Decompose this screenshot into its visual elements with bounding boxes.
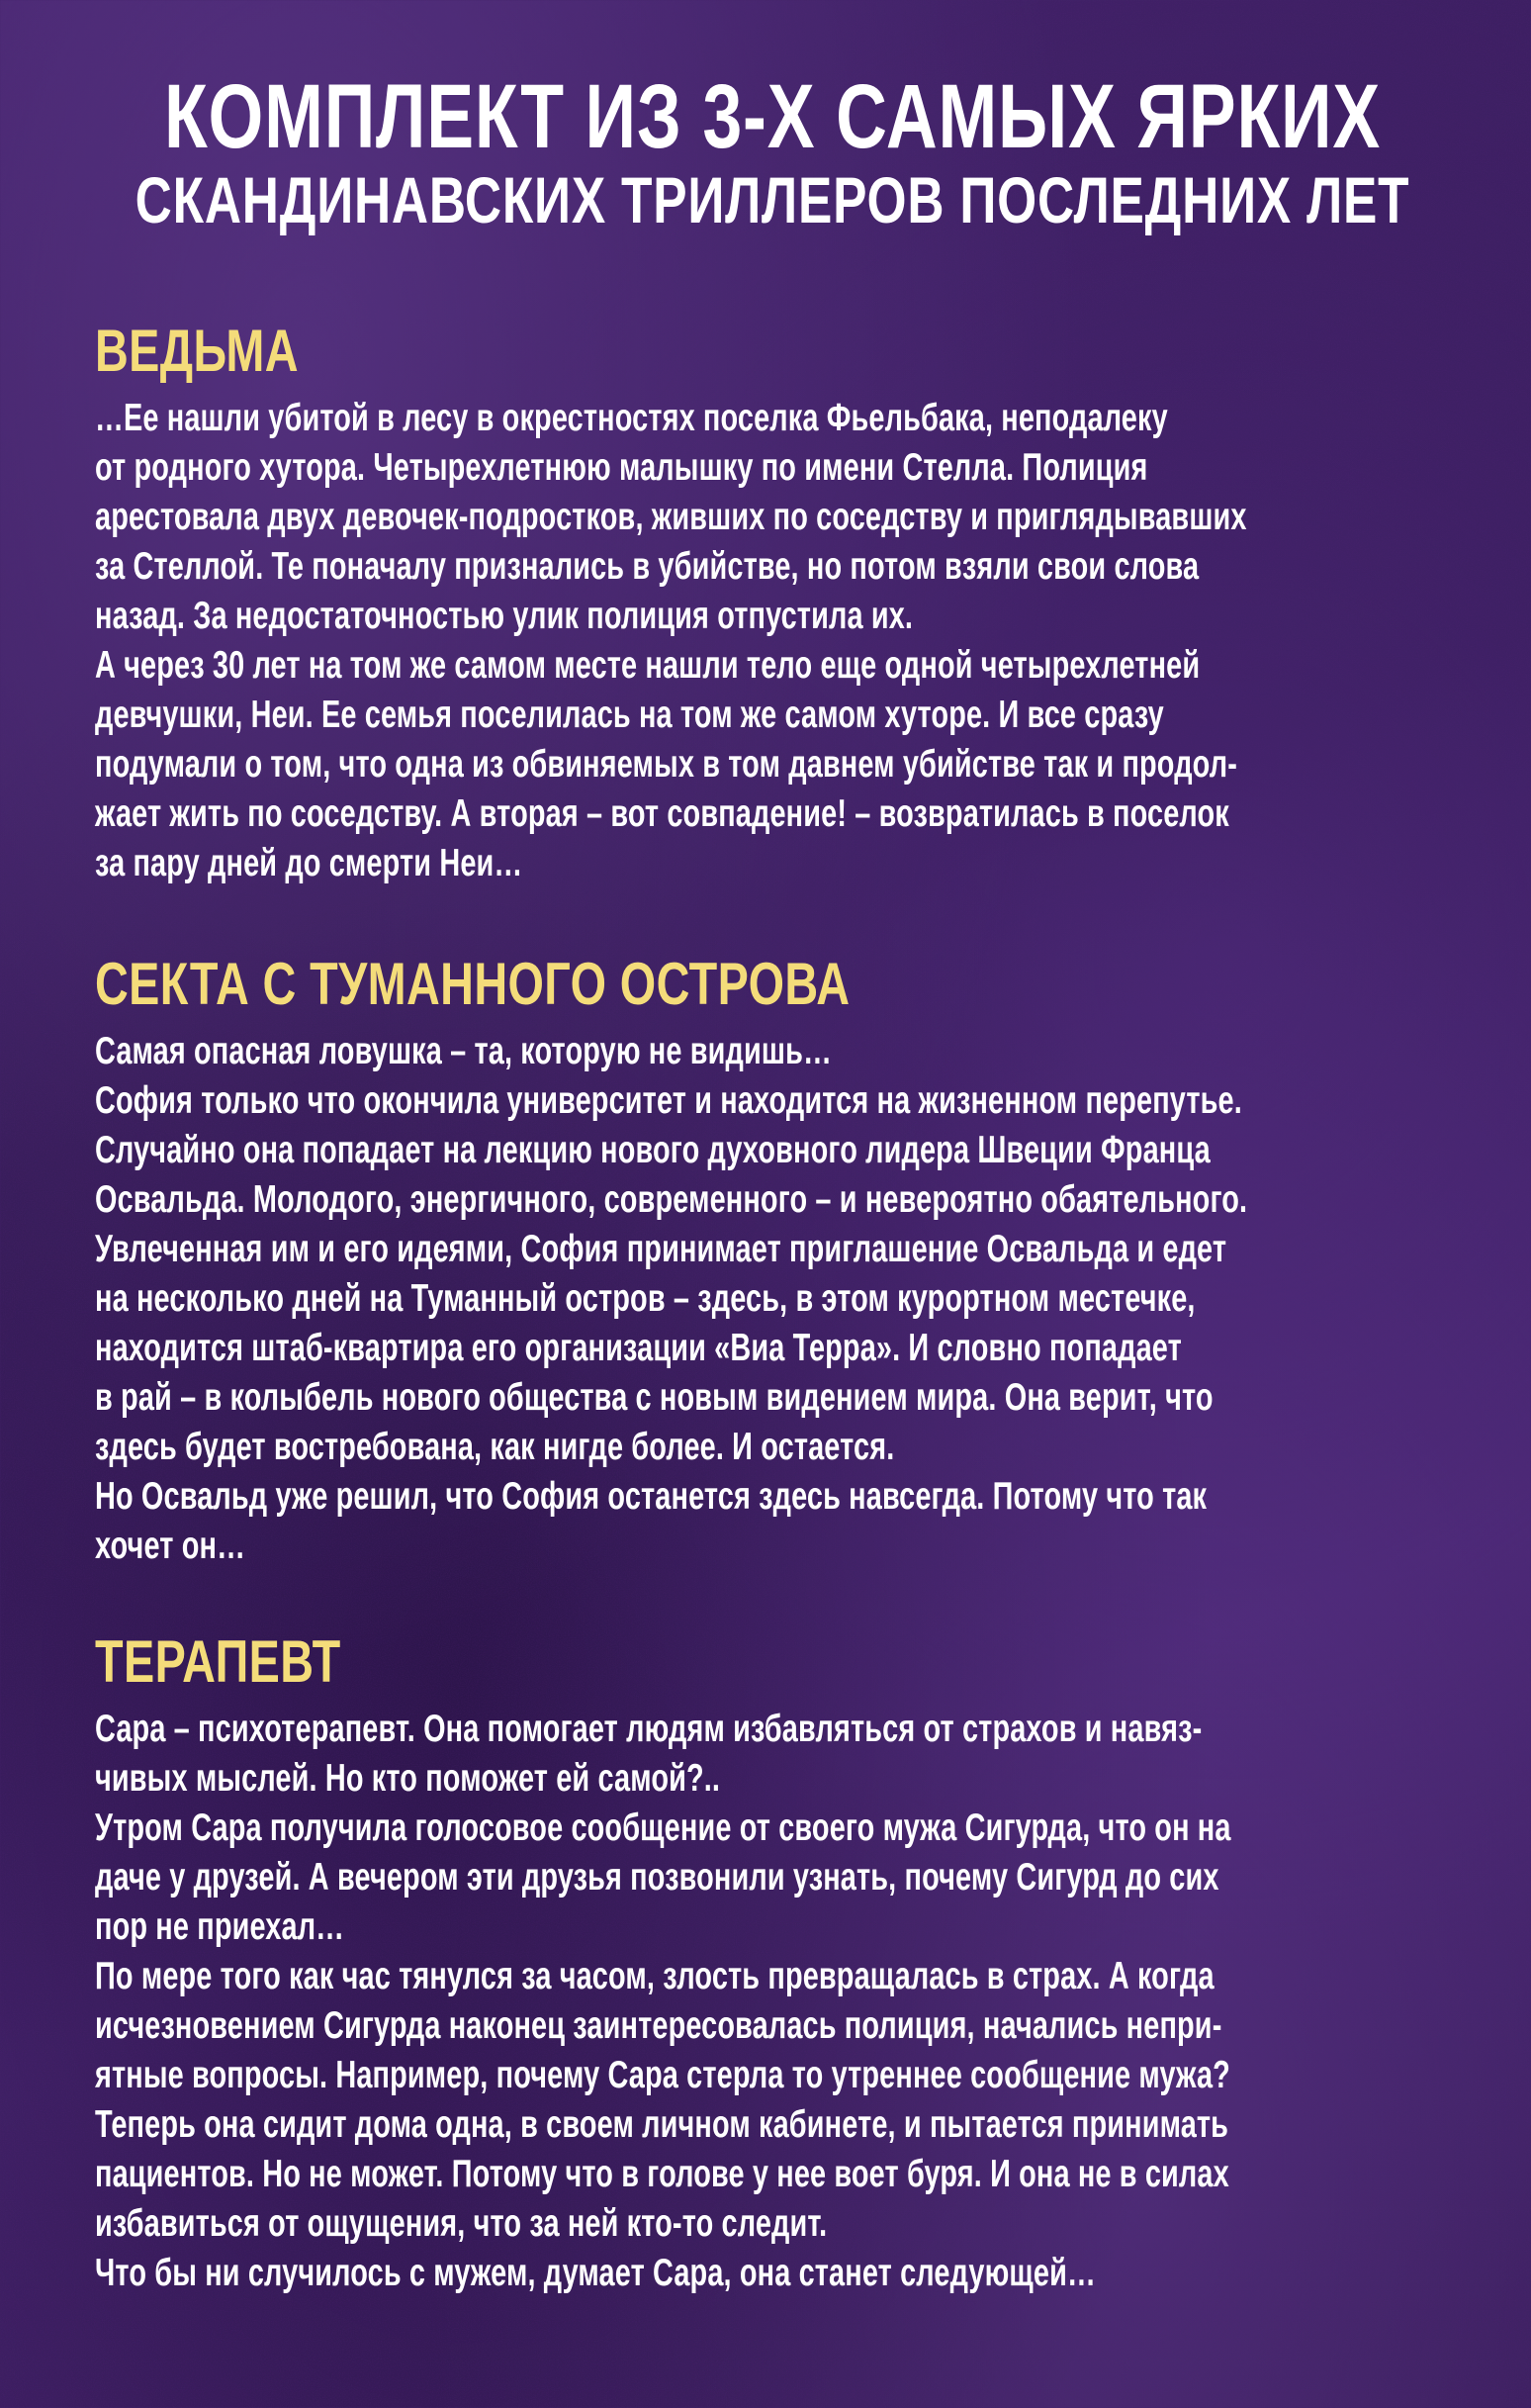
description-line: исчезновением Сигурда наконец заинтересовалась полиция, начались непри- xyxy=(95,2004,1222,2047)
book-section-witch xyxy=(95,317,1531,888)
description-line: Самая опасная ловушка – та, которую не видишь… xyxy=(95,1030,832,1072)
description-line: хочет он… xyxy=(95,1525,246,1567)
description-line: в рай – в колыбель нового общества с новым видением мира. Она верит, что xyxy=(95,1376,1214,1419)
description-line: на несколько дней на Туманный остров – здесь, в этом курортном местечке, xyxy=(95,1277,1196,1320)
description-line: даче у друзей. А вечером эти друзья позвонили узнать, почему Сигурд до сих xyxy=(95,1856,1219,1899)
description-line: назад. За недостаточностью улик полиция отпустила их. xyxy=(95,595,914,637)
book-section-therapist xyxy=(95,1627,1531,2298)
main-headline xyxy=(135,66,1410,236)
section-description xyxy=(95,1705,1231,2298)
section-description xyxy=(95,1027,1247,1571)
description-line: Но Освальд уже решил, что София останется здесь навсегда. Потому что так xyxy=(95,1475,1208,1518)
description-line: чивых мыслей. Но кто поможет ей самой?.. xyxy=(95,1757,721,1800)
book-section-cult xyxy=(95,950,1531,1571)
headline-line-2: СКАНДИНАВСКИХ ТРИЛЛЕРОВ ПОСЛЕДНИХ ЛЕТ xyxy=(135,163,1410,236)
description-line: находится штаб-квартира его организации «Виа Терра». И словно попадает xyxy=(95,1327,1182,1369)
description-line: за пару дней до смерти Неи… xyxy=(95,842,523,884)
description-line: девчушки, Неи. Ее семья поселилась на том же самом хуторе. И все сразу xyxy=(95,694,1164,736)
description-line: жает жить по соседству. А вторая – вот совпадение! – возвратилась в поселок xyxy=(95,792,1229,835)
description-line: избавиться от ощущения, что за ней кто-то следит. xyxy=(95,2202,828,2245)
section-title: СЕКТА С ТУМАННОГО ОСТРОВА xyxy=(95,951,851,1017)
description-line: Что бы ни случилось с мужем, думает Сара, она станет следующей… xyxy=(95,2252,1097,2294)
description-line: арестовала двух девочек-подростков, живших по соседству и приглядывавших xyxy=(95,496,1247,538)
description-line: от родного хутора. Четырехлетнюю малышку по имени Стелла. Полиция xyxy=(95,446,1148,489)
description-line: Увлеченная им и его идеями, София принимает приглашение Освальда и едет xyxy=(95,1228,1227,1270)
description-line: пациентов. Но не может. Потому что в голове у нее воет буря. И она не в силах xyxy=(95,2153,1229,2195)
section-title: ТЕРАПЕВТ xyxy=(95,1628,341,1695)
description-line: ятные вопросы. Например, почему Сара стерла то утреннее сообщение мужа? xyxy=(95,2054,1230,2096)
section-title: ВЕДЬМА xyxy=(95,318,299,384)
headline-line-1: КОМПЛЕКТ ИЗ 3-Х САМЫХ ЯРКИХ xyxy=(163,66,1382,167)
description-line: Утром Сара получила голосовое сообщение от своего мужа Сигурда, что он на xyxy=(95,1806,1231,1849)
description-line: пор не приехал… xyxy=(95,1905,345,1948)
description-line: за Стеллой. Те поначалу признались в убийстве, но потом взяли свои слова xyxy=(95,545,1200,588)
description-line: София только что окончила университет и находится на жизненном перепутье. xyxy=(95,1079,1242,1122)
description-line: …Ее нашли убитой в лесу в окрестностях поселка Фьельбака, неподалеку xyxy=(95,397,1168,439)
description-line: Теперь она сидит дома одна, в своем личном кабинете, и пытается принимать xyxy=(95,2103,1229,2146)
description-line: здесь будет востребована, как нигде более. И остается. xyxy=(95,1426,895,1468)
section-description xyxy=(95,394,1247,888)
description-line: подумали о том, что одна из обвиняемых в том давнем убийстве так и продол- xyxy=(95,743,1237,786)
description-line: А через 30 лет на том же самом месте нашли тело еще одной четырехлетней xyxy=(95,644,1201,687)
description-line: Случайно она попадает на лекцию нового духовного лидера Швеции Франца xyxy=(95,1129,1211,1171)
description-line: Сара – психотерапевт. Она помогает людям избавляться от страхов и навяз- xyxy=(95,1708,1203,1750)
description-line: По мере того как час тянулся за часом, злость превращалась в страх. А когда xyxy=(95,1955,1215,1997)
description-line: Освальда. Молодого, энергичного, современного – и невероятно обаятельного. xyxy=(95,1178,1248,1221)
